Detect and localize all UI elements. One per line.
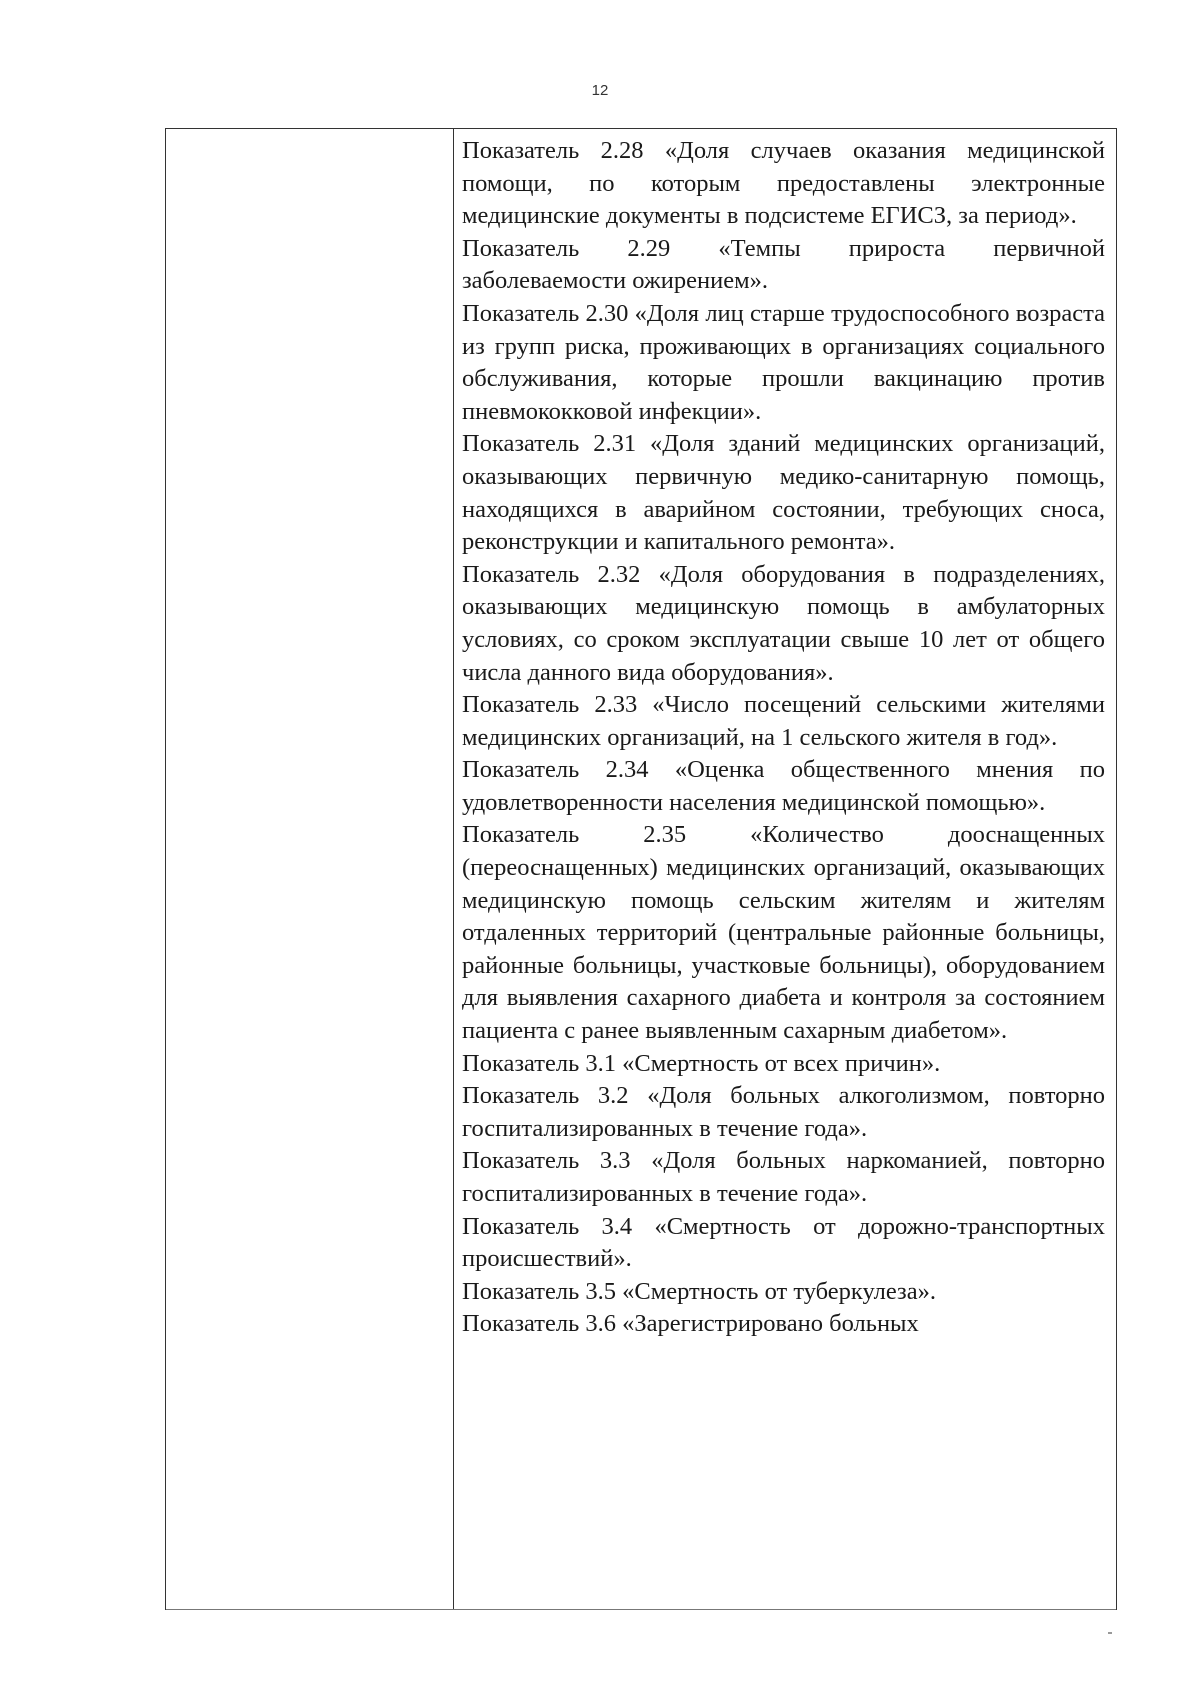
indicator-2-31: Показатель 2.31 «Доля зданий медицинских организаций, оказывающих первичную медико-санитарную помощь, находящихся в аварийном состоянии, требующих сноса, реконструкции и капитального ремонта». xyxy=(462,430,1105,556)
left-column-cell xyxy=(166,129,452,1610)
indicator-2-35: Показатель 2.35 «Количество дооснащенных (переоснащенных) медицинских организаций, оказывающих медицинскую помощь сельским жителям и жителям отдаленных территорий (центральные районные больницы, районные больницы, участковые больницы), оборудованием для выявления сахарного диабета и контроля за состоянием пациента с ранее выявленным сахарным диабетом». xyxy=(462,821,1105,1045)
indicator-3-5: Показатель 3.5 «Смертность от туберкулеза». xyxy=(462,1277,936,1305)
indicator-2-32: Показатель 2.32 «Доля оборудования в подразделениях, оказывающих медицинскую помощь в амбулаторных условиях, со сроком эксплуатации свыше 10 лет от общего числа данного вида оборудования». xyxy=(462,560,1105,686)
indicators-cell xyxy=(462,135,1105,1341)
indicator-3-2: Показатель 3.2 «Доля больных алкоголизмом, повторно госпитализированных в течение года». xyxy=(462,1082,1105,1142)
indicator-2-30: Показатель 2.30 «Доля лиц старше трудоспособного возраста из групп риска, проживающих в организациях социального обслуживания, которые прошли вакцинацию против пневмококковой инфекции». xyxy=(462,299,1105,425)
indicator-3-3: Показатель 3.3 «Доля больных наркоманией, повторно госпитализированных в течение года». xyxy=(462,1147,1105,1207)
indicator-2-33: Показатель 2.33 «Число посещений сельскими жителями медицинских организаций, на 1 сельского жителя в год». xyxy=(462,691,1105,751)
indicator-2-29: Показатель 2.29 «Темпы прироста первичной заболеваемости ожирением». xyxy=(462,234,1105,295)
indicator-table xyxy=(165,128,1117,1610)
indicator-3-1: Показатель 3.1 «Смертность от всех причин». xyxy=(462,1049,941,1077)
scan-speck xyxy=(1108,1632,1112,1634)
indicator-3-6: Показатель 3.6 «Зарегистрировано больных xyxy=(462,1310,919,1338)
table-bottom-border xyxy=(166,1609,1116,1610)
indicator-2-28: Показатель 2.28 «Доля случаев оказания медицинской помощи, по которым предоставлены электронные медицинские документы в подсистеме ЕГИСЗ, за период». xyxy=(462,137,1105,230)
page-number: 12 xyxy=(591,82,609,99)
indicator-2-34: Показатель 2.34 «Оценка общественного мнения по удовлетворенности населения медицинской помощью». xyxy=(462,756,1105,816)
indicator-3-4: Показатель 3.4 «Смертность от дорожно-транспортных происшествий». xyxy=(462,1212,1105,1273)
column-divider xyxy=(453,129,454,1610)
